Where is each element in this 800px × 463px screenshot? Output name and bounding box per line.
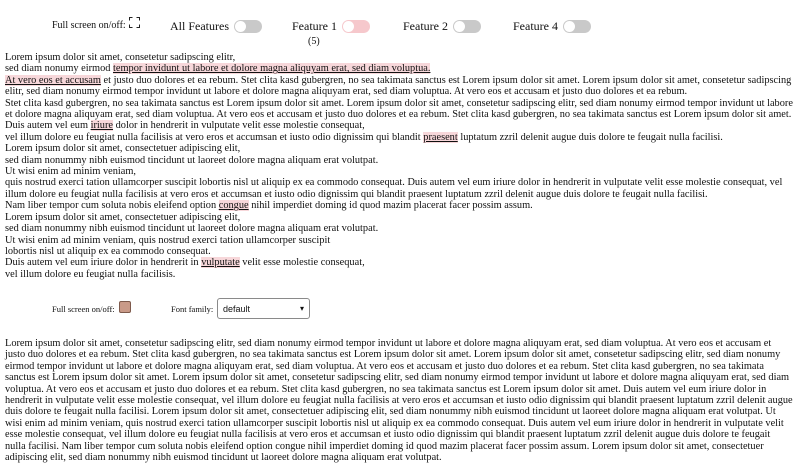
feature-1-count: (5)	[308, 36, 320, 47]
fullscreen-label: Full screen on/off:	[52, 20, 126, 31]
highlighted-text-panel	[5, 52, 793, 280]
font-family-select[interactable]	[217, 298, 310, 319]
feature-1-label: Feature 1	[292, 19, 337, 33]
reader-controls	[0, 296, 800, 322]
text-line: quis nostrud exerci tation ullamcorper suscipit lobortis nisl ut aliquip ex ea commodo consequat. Duis autem vel eum iriure dolor in hendrerit in vulputate velit esse molestie consequat, vel illum dolore eu feugiat nulla facilisis at vero eros et accumsan et iusto odio dignissim qui blandit praesent luptatum zzril delenit augue duis dolore te feugait nulla facilisi.	[5, 177, 783, 200]
chevron-down-icon: ▾	[299, 304, 304, 313]
feature-2-toggle[interactable]	[453, 20, 481, 33]
text-line: Duis autem vel eum iriure dolor in hendrerit in vulputate velit esse molestie consequat,	[5, 257, 365, 269]
fullscreen-icon[interactable]	[129, 17, 140, 28]
highlight-span[interactable]: vulputate	[201, 257, 240, 269]
text-line: At vero eos et accusam et justo duo dolores et ea rebum. Stet clita kasd gubergren, no sea takimata sanctus est Lorem ipsum dolor sit amet. Lorem ipsum dolor sit amet, consetetur sadipscing elitr, sed diam nonumy eirmod tempor invidunt ut labore et dolore magna aliquyam erat, sed diam voluptua. At vero eos et accusam et justo duo dolores et ea rebum.	[5, 74, 792, 98]
feature-all	[170, 19, 262, 34]
text-line: Lorem ipsum dolor sit amet, consectetuer adipiscing elit,	[5, 143, 241, 155]
text-line: Ut wisi enim ad minim veniam,	[5, 166, 137, 178]
feature-2	[403, 19, 481, 34]
fullscreen-label-2: Full screen on/off:	[52, 304, 115, 314]
feature-4	[513, 19, 591, 34]
text-line: vel illum dolore eu feugiat nulla facilisis.	[5, 268, 176, 280]
text-line: sed diam nonummy nibh euismod tincidunt ut laoreet dolore magna aliquam erat volutpat.	[5, 154, 379, 166]
feature-2-label: Feature 2	[403, 19, 448, 33]
fullscreen-control-2	[52, 303, 131, 315]
text-line: lobortis nisl ut aliquip ex ea commodo consequat.	[5, 245, 211, 257]
fullscreen-toggle-icon[interactable]	[119, 301, 131, 313]
feature-1-toggle[interactable]	[342, 20, 370, 33]
text-line: sed diam nonumy eirmod tempor invidunt ut labore et dolore magna aliquyam erat, sed diam voluptua.	[5, 63, 431, 75]
text-line: Ut wisi enim ad minim veniam, quis nostrud exerci tation ullamcorper suscipit	[5, 234, 331, 246]
highlight-span[interactable]: congue	[218, 200, 249, 212]
feature-all-label: All Features	[170, 19, 229, 33]
text-line: sed diam nonummy nibh euismod tincidunt ut laoreet dolore magna aliquam erat volutpat.	[5, 223, 379, 235]
highlight-span[interactable]: iriure	[90, 120, 114, 132]
text-line: Stet clita kasd gubergren, no sea takimata sanctus est Lorem ipsum dolor sit amet. Lorem ipsum dolor sit amet, consetetur sadipscing elitr, sed diam nonumy eirmod tempor invidunt ut labore et dolore magna aliquyam erat, sed diam voluptua. At vero eos et accusam et justo duo dolores et ea rebum. Stet clita kasd gubergren, no sea takimata sanctus est Lorem ipsum dolor sit amet. Duis autem vel eum iriure dolor in hendrerit in vulputate velit esse molestie consequat,	[5, 97, 793, 132]
feature-4-label: Feature 4	[513, 19, 558, 33]
text-line: Lorem ipsum dolor sit amet, consetetur sadipscing elitr,	[5, 52, 236, 63]
font-family-label: Font family:	[171, 304, 214, 314]
plain-text-panel: Lorem ipsum dolor sit amet, consetetur sadipscing elitr, sed diam nonumy eirmod tempor invidunt ut labore et dolore magna aliquyam erat, sed diam voluptua. At vero eos et accusam et justo duo dolores et ea rebum. Stet clita kasd gubergren, no sea takimata sanctus est Lorem ipsum dolor sit amet. Lorem ipsum dolor sit amet, consetetur sadipscing elitr, sed diam nonumy eirmod tempor invidunt ut labore et dolore magna aliquyam erat, sed diam voluptua. At vero eos et accusam et justo duo dolores et ea rebum. Stet clita kasd gubergren, no sea takimata sanctus est Lorem ipsum dolor sit amet. Lorem ipsum dolor sit amet, consetetur sadipscing elitr, sed diam nonumy eirmod tempor invidunt ut labore et dolore magna aliquyam erat, sed diam voluptua. At vero eos et accusam et justo duo dolores et ea rebum. Stet clita kasd gubergren, no sea takimata sanctus est Lorem ipsum dolor sit amet. Duis autem vel eum iriure dolor in hendrerit in vulputate velit esse molestie consequat, vel illum dolore eu feugiat nulla facilisis at vero eros et accumsan et iusto odio dignissim qui blandit praesent luptatum zzril delenit augue duis dolore te feugait nulla facilisi. Lorem ipsum dolor sit amet, consectetuer adipiscing elit, sed diam nonummy nibh euismod tincidunt ut laoreet dolore magna aliquam erat volutpat. Ut wisi enim ad minim veniam, quis nostrud exerci tation ullamcorper suscipit lobortis nisl ut aliquip ex ea commodo consequat. Duis autem vel eum iriure dolor in hendrerit in vulputate velit esse molestie consequat, vel illum dolore eu feugiat nulla facilisis at vero eros et accumsan et iusto odio dignissim qui blandit praesent luptatum zzril delenit augue duis dolore te feugait nulla facilisi. Nam liber tempor cum soluta nobis eleifend option congue nihil imperdiet doming id quod mazim placerat facer possim assum. Lorem ipsum dolor sit amet, consectetuer adipiscing elit, sed diam nonummy nibh euismod tincidunt ut laoreet dolore magna aliquam erat volutpat.	[5, 338, 793, 463]
feature-all-toggle[interactable]	[234, 20, 262, 33]
feature-1	[292, 19, 370, 34]
feature-toolbar	[0, 14, 800, 54]
font-family-value: default	[223, 303, 251, 314]
highlight-span[interactable]: tempor invidunt ut labore et dolore magna aliquyam erat, sed diam voluptua.	[113, 63, 431, 75]
feature-4-toggle[interactable]	[563, 20, 591, 33]
highlight-span[interactable]: At vero eos et accusam	[5, 74, 101, 86]
highlight-span[interactable]: praesent	[423, 131, 458, 143]
text-line: Nam liber tempor cum soluta nobis eleifend option congue nihil imperdiet doming id quod mazim placerat facer possim assum.	[5, 200, 533, 212]
fullscreen-control	[52, 20, 140, 31]
text-line: vel illum dolore eu feugiat nulla facilisis at vero eros et accumsan et iusto odio dignissim qui blandit praesent luptatum zzril delenit augue duis dolore te feugait nulla facilisi.	[5, 131, 723, 143]
text-line: Lorem ipsum dolor sit amet, consectetuer adipiscing elit,	[5, 211, 241, 223]
